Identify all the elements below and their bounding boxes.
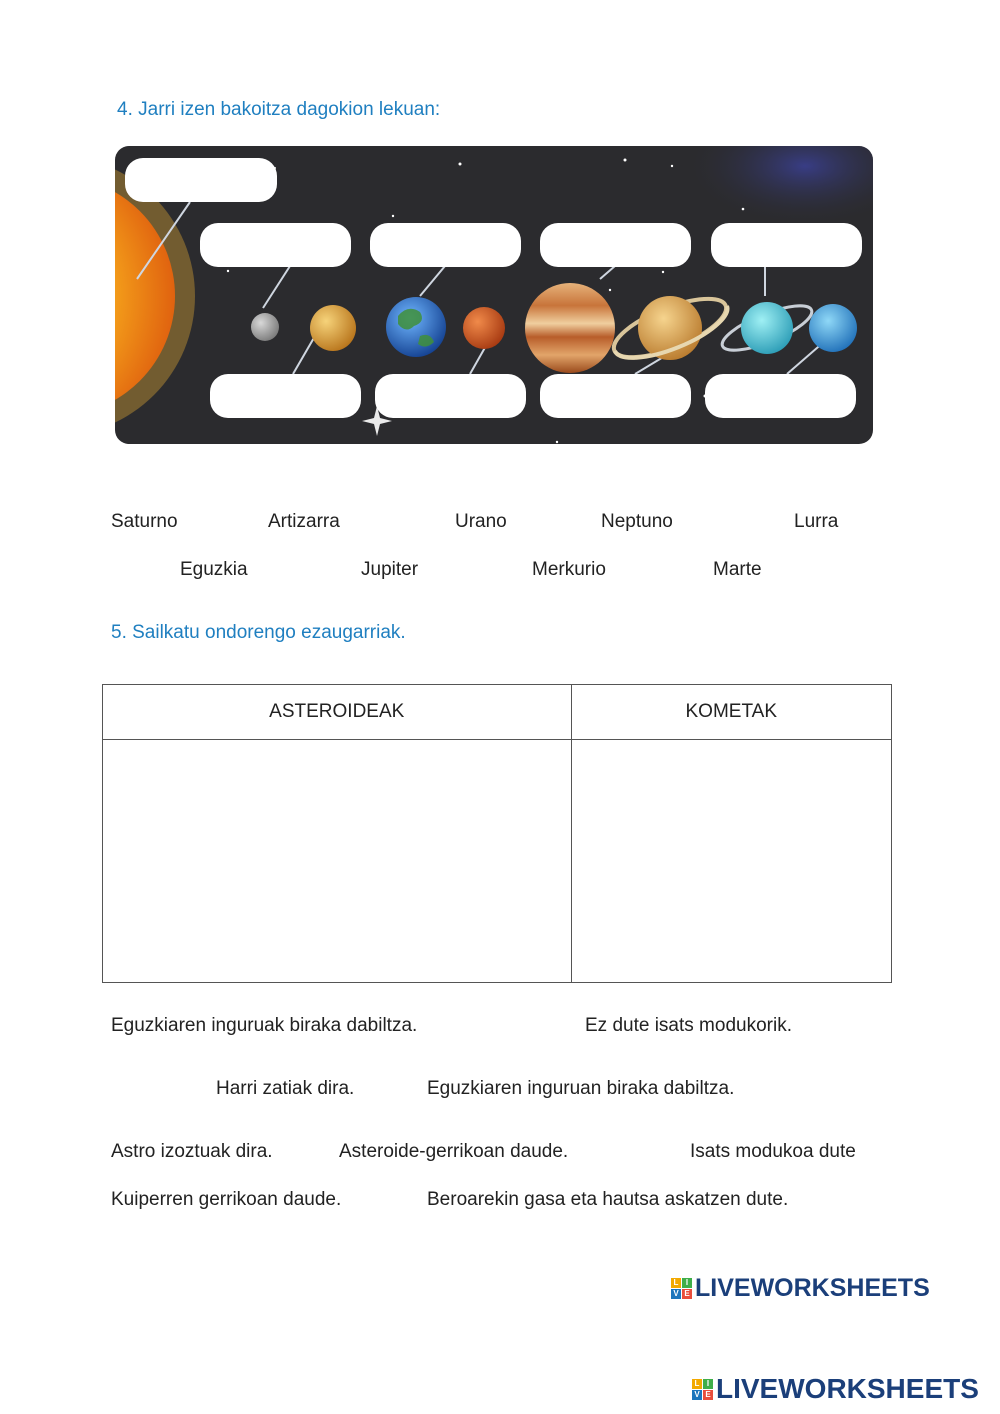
label-box-bottom-2: [375, 374, 526, 418]
planet-merkurio-shape: [251, 313, 279, 341]
word-jupiter[interactable]: Jupiter: [361, 559, 419, 580]
liveworksheets-footer-badge-icon: L I V E: [692, 1379, 713, 1400]
word-lurra[interactable]: Lurra: [794, 511, 839, 532]
sentence-3[interactable]: Harri zatiak dira.: [216, 1078, 355, 1099]
liveworksheets-text: LIVEWORKSHEETS: [695, 1274, 930, 1302]
section5-title: 5. Sailkatu ondorengo ezaugarriak.: [111, 622, 406, 643]
label-box-bottom-1: [210, 374, 361, 418]
label-box-sun: [125, 158, 277, 202]
word-neptuno[interactable]: Neptuno: [601, 511, 673, 532]
word-merkurio[interactable]: Merkurio: [532, 559, 606, 580]
sentence-5[interactable]: Astro izoztuak dira.: [111, 1141, 273, 1162]
word-marte[interactable]: Marte: [713, 559, 762, 580]
label-box-top-4: [711, 223, 862, 267]
planet-artizarra-shape: [310, 305, 356, 351]
planet-marte-shape: [463, 307, 505, 349]
label-box-top-1: [200, 223, 351, 267]
classification-table: [102, 684, 892, 983]
word-urano[interactable]: Urano: [455, 511, 507, 532]
word-artizarra[interactable]: Artizarra: [268, 511, 340, 532]
label-box-top-3: [540, 223, 691, 267]
drop-zone-kometak[interactable]: [571, 740, 891, 983]
planet-jupiter-shape: [525, 283, 615, 373]
header-kometak: KOMETAK: [571, 685, 891, 740]
sentence-4[interactable]: Eguzkiaren inguruan biraka dabiltza.: [427, 1078, 735, 1099]
liveworksheets-badge-icon: L I V E: [671, 1278, 692, 1299]
liveworksheets-logo: [671, 1274, 930, 1303]
word-saturno[interactable]: Saturno: [111, 511, 178, 532]
word-eguzkia[interactable]: Eguzkia: [180, 559, 248, 580]
planet-neptuno-shape: [809, 304, 857, 352]
sentence-2[interactable]: Ez dute isats modukorik.: [585, 1015, 792, 1036]
solar-system-illustration: [115, 146, 873, 444]
planet-lurra-shape: [386, 297, 446, 357]
drop-zone-asteroideak[interactable]: [103, 740, 572, 983]
sentence-9[interactable]: Beroarekin gasa eta hautsa askatzen dute.: [427, 1189, 789, 1210]
sentence-7[interactable]: Isats modukoa dute: [690, 1141, 856, 1162]
planet-urano-shape: [741, 302, 793, 354]
header-asteroideak: ASTEROIDEAK: [103, 685, 572, 740]
label-box-bottom-3: [540, 374, 691, 418]
liveworksheets-footer-logo: [692, 1373, 979, 1405]
label-box-top-2: [370, 223, 521, 267]
liveworksheets-footer-text: LIVEWORKSHEETS: [716, 1373, 979, 1404]
label-box-bottom-4: [705, 374, 856, 418]
sentence-1[interactable]: Eguzkiaren inguruak biraka dabiltza.: [111, 1015, 418, 1036]
section4-title: 4. Jarri izen bakoitza dagokion lekuan:: [117, 99, 441, 120]
sentence-6[interactable]: Asteroide-gerrikoan daude.: [339, 1141, 569, 1162]
sentence-8[interactable]: Kuiperren gerrikoan daude.: [111, 1189, 342, 1210]
